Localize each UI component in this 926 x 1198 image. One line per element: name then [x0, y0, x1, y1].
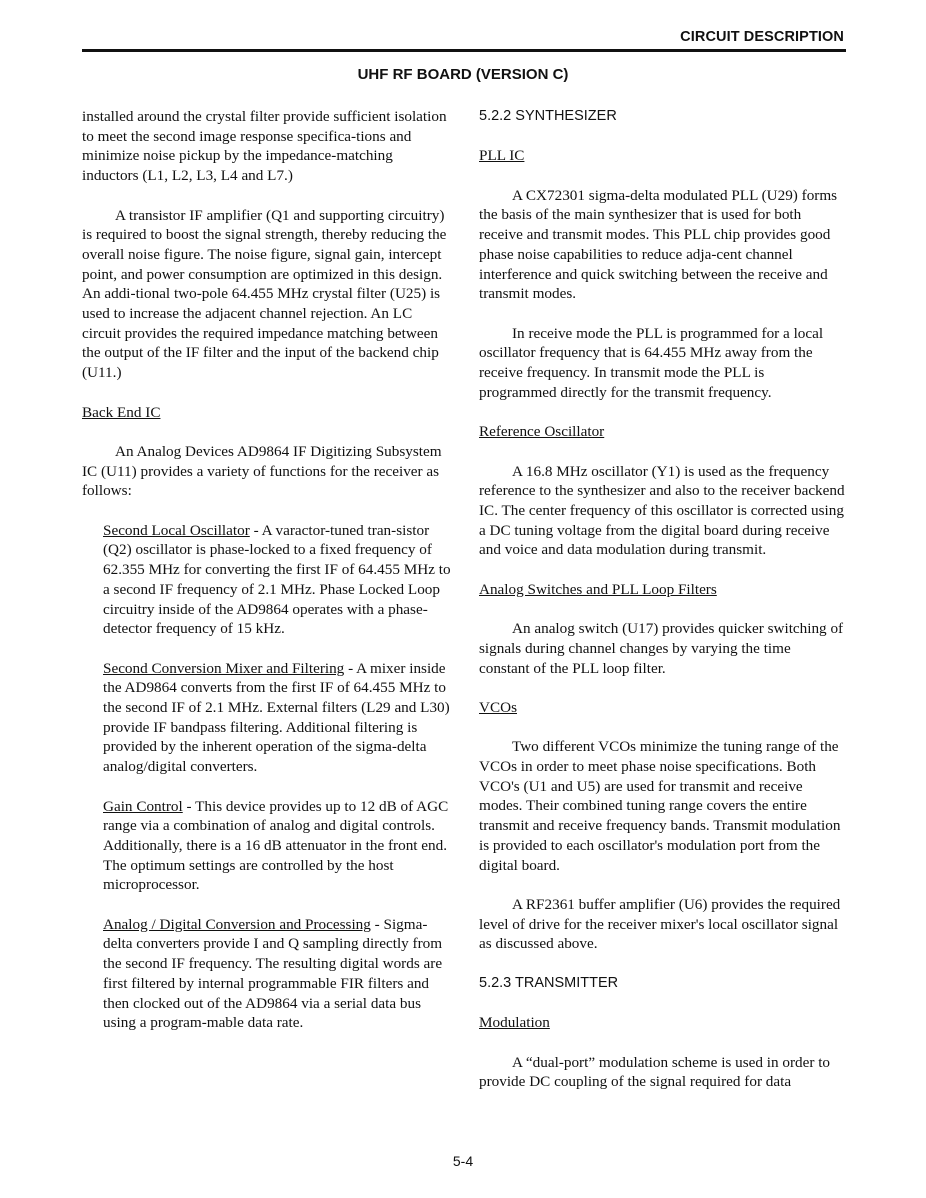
backend-ic-heading: Back End IC: [82, 403, 161, 421]
right-column: [479, 107, 845, 1112]
left-column: [82, 107, 452, 1053]
vcos-heading: VCOs: [479, 698, 517, 716]
page-number: 5-4: [452, 1153, 474, 1169]
left-paragraph-3: An Analog Devices AD9864 IF Digitizing Subsystem IC (U11) provides a variety of functions for the receiver as follows:: [82, 442, 442, 500]
item-title: Gain Control: [103, 797, 183, 815]
modulation-heading: Modulation: [479, 1014, 550, 1032]
item-text: - A mixer inside the AD9864 converts from the first IF of 64.455 MHz to the second IF of 2.1 MHz. External filters (L29 and L30) provide IF bandpass filtering. Additional filtering is provided by the inherent operation of the sigma-delta analog/digital converters.: [103, 659, 450, 776]
item-title: Second Conversion Mixer and Filtering: [103, 659, 345, 677]
right-paragraph-6: A RF2361 buffer amplifier (U6) provides the required level of drive for the receiver mixer's local oscillator signal as discussed above.: [479, 895, 841, 953]
pll-ic-heading: PLL IC: [479, 147, 525, 165]
item-text: - A varactor-tuned tran-sistor (Q2) oscillator is phase-locked to a fixed frequency of 62.355 MHz for converting the first IF of 64.455 MHz to a second IF frequency of 2.1 MHz. Phase Locked Loop circuitry inside of the AD9864 operates with a phase-detector frequency of 15 kHz.: [103, 521, 451, 638]
right-paragraph-3: A 16.8 MHz oscillator (Y1) is used as the frequency reference to the synthesizer and also to the receiver backend IC. The center frequency of this oscillator is corrected using a DC tuning voltage from the digital board during receive and voice and data modulation during transmit.: [479, 462, 845, 559]
section-heading-transmitter: 5.2.3 TRANSMITTER: [479, 974, 619, 991]
item-second-conversion-mixer: [103, 659, 452, 777]
section-heading-synthesizer: 5.2.2 SYNTHESIZER: [479, 108, 617, 124]
header-rule: [82, 49, 846, 52]
left-paragraph-2: A transistor IF amplifier (Q1 and supporting circuitry) is required to boost the signal strength, thereby reducing the overall noise figure. The noise figure, signal gain, intercept point, and power consumption are optimized in this design. An addi-tional two-pole 64.455 MHz crystal filter (U25) is used to increase the adjacent channel rejection. An LC circuit provides the required impedance matching between the output of the IF filter and the input of the backend chip (U11.): [82, 206, 447, 382]
item-second-local-oscillator: [103, 521, 452, 639]
item-gain-control: [103, 797, 452, 896]
item-text: - This device provides up to 12 dB of AGC range via a combination of analog and digital controls. Additionally, there is a 16 dB attenuator in the front end. The optimum settings are controlled by the host microprocessor.: [103, 797, 449, 894]
item-adc-processing: [103, 915, 452, 1033]
analog-switches-heading: Analog Switches and PLL Loop Filters: [479, 580, 717, 598]
right-paragraph-4: An analog switch (U17) provides quicker switching of signals during channel changes by varying the time constant of the PLL loop filter.: [479, 620, 844, 677]
item-title: Analog / Digital Conversion and Processing: [103, 915, 371, 933]
item-title: Second Local Oscillator: [103, 521, 250, 539]
right-paragraph-2: In receive mode the PLL is programmed for a local oscillator frequency that is 64.455 MHz away from the receive frequency. In transmit mode the PLL is programmed directly for the transmit frequency.: [479, 324, 824, 401]
right-paragraph-1: A CX72301 sigma-delta modulated PLL (U29) forms the basis of the main synthesizer that is used for both receive and transmit modes. This PLL chip provides good phase noise capabilities to reduce adja-cent channel interference and quick switching between the receive and transmit modes.: [479, 186, 838, 303]
section-header-label: CIRCUIT DESCRIPTION: [680, 29, 844, 45]
reference-oscillator-heading: Reference Oscillator: [479, 423, 605, 441]
item-text: - Sigma-delta converters provide I and Q sampling directly from the second IF frequency. The resulting digital words are first filtered by internal programmable FIR filters and then clocked out of the AD9864 via a serial data bus using a program-mable data rate.: [103, 915, 443, 1032]
page-title: UHF RF BOARD (VERSION C): [357, 66, 569, 83]
left-paragraph-1: installed around the crystal filter provide sufficient isolation to meet the second image response specifica-tions and minimize noise pickup by the impedance-matching inductors (L1, L2, L3, L4 and L7.): [82, 108, 447, 185]
right-paragraph-7: A “dual-port” modulation scheme is used in order to provide DC coupling of the signal required for data: [479, 1053, 831, 1091]
right-paragraph-5: Two different VCOs minimize the tuning range of the VCOs in order to meet phase noise specifications. Both VCO's (U1 and U5) are used for transmit and receive modes. Their combined tuning range covers the entire transmit and receive frequency bands. Transmit modulation is provided to each oscillator's modulation port from the digital board.: [479, 738, 841, 874]
